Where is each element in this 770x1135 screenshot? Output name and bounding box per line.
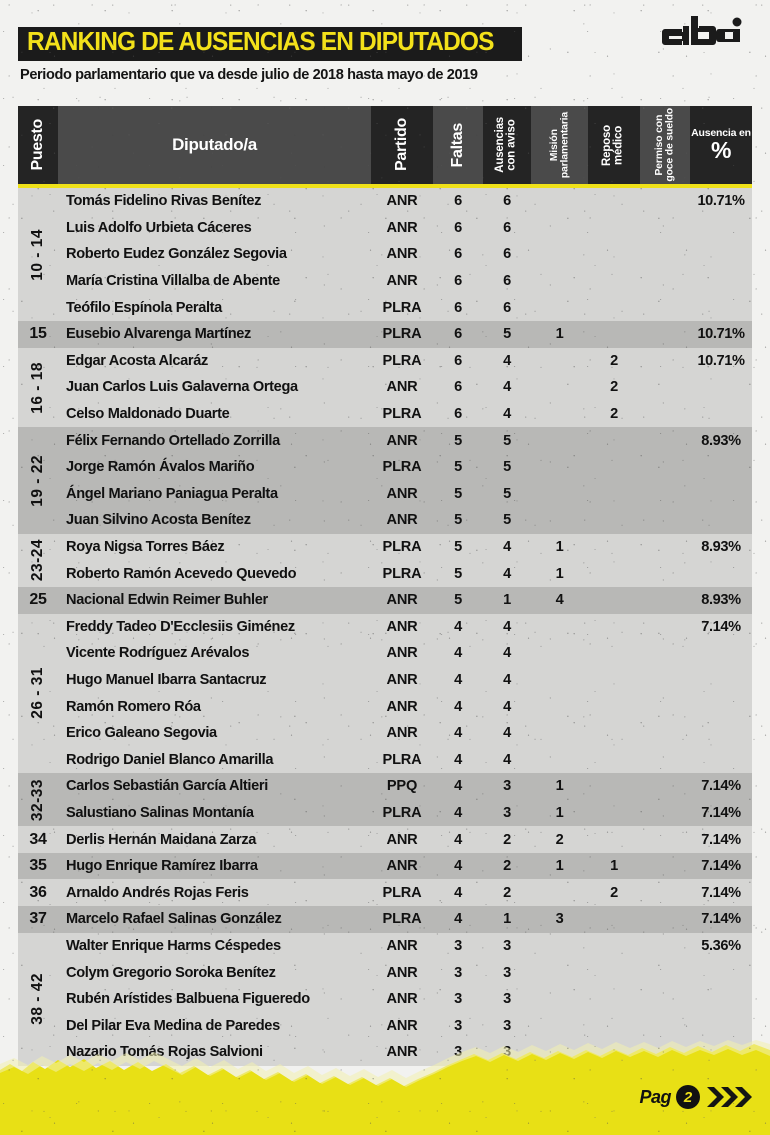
cell-faltas: 4 <box>454 911 462 928</box>
cell-diputado: Colym Gregorio Soroka Benítez <box>66 964 276 981</box>
cell-reposo-medico: 2 <box>610 406 618 423</box>
cell-ausencias-con-aviso: 6 <box>503 246 511 263</box>
table-row <box>58 321 752 348</box>
cell-faltas: 3 <box>454 1017 462 1034</box>
cell-ausencia-porcentaje: 8.93% <box>701 592 741 609</box>
cell-diputado: Freddy Tadeo D'Ecclesiis Giménez <box>66 618 295 635</box>
footer <box>0 1040 770 1135</box>
cell-ausencias-con-aviso: 3 <box>503 1017 511 1034</box>
column-header-ausencias-con-aviso: Ausencias con aviso <box>483 106 531 184</box>
cell-diputado: Vicente Rodríguez Arévalos <box>66 645 250 662</box>
rank-group <box>18 188 752 321</box>
cell-ausencias-con-aviso: 2 <box>503 884 511 901</box>
cell-reposo-medico: 2 <box>610 352 618 369</box>
table-row <box>58 959 752 986</box>
cell-ausencia-porcentaje: 7.14% <box>701 911 741 928</box>
cell-partido: ANR <box>386 964 418 981</box>
table-row <box>58 401 752 428</box>
cell-partido: ANR <box>386 725 418 742</box>
rank-value: 26 - 31 <box>29 667 46 720</box>
rank-group <box>18 853 752 880</box>
column-header-partido: Partido <box>371 106 433 184</box>
cell-ausencias-con-aviso: 4 <box>503 352 511 369</box>
cell-partido: ANR <box>386 432 418 449</box>
table-row <box>58 720 752 747</box>
rank-value: 34 <box>29 830 47 848</box>
cell-faltas: 4 <box>454 778 462 795</box>
cell-partido: PLRA <box>382 352 422 369</box>
cell-ausencias-con-aviso: 6 <box>503 273 511 290</box>
cell-faltas: 3 <box>454 937 462 954</box>
cell-faltas: 6 <box>454 193 462 210</box>
cell-mision-parlamentaria: 1 <box>555 804 564 821</box>
rank-value: 23-24 <box>29 539 46 582</box>
cell-mision-parlamentaria: 1 <box>555 539 564 556</box>
cell-partido: ANR <box>386 937 418 954</box>
rank-group-rows <box>58 348 752 428</box>
rank-value: 35 <box>29 857 47 875</box>
cell-faltas: 3 <box>454 1044 462 1061</box>
cell-ausencias-con-aviso: 3 <box>503 778 511 795</box>
cell-partido: PLRA <box>382 299 422 316</box>
rank-cell <box>18 321 58 348</box>
rank-value: 37 <box>29 910 47 928</box>
masthead <box>0 0 770 100</box>
cell-reposo-medico: 2 <box>610 884 618 901</box>
cell-ausencias-con-aviso: 4 <box>503 725 511 742</box>
cell-partido: PPQ <box>386 778 418 795</box>
cell-diputado: Ramón Romero Róa <box>66 698 201 715</box>
rank-group-rows <box>58 853 752 880</box>
rank-value: 38 - 42 <box>29 973 46 1025</box>
table-row <box>58 906 752 933</box>
cell-faltas: 4 <box>454 645 462 662</box>
cell-diputado: Jorge Ramón Ávalos Mariño <box>66 459 255 476</box>
cell-faltas: 5 <box>454 592 462 609</box>
cell-partido: ANR <box>386 193 418 210</box>
rank-cell <box>18 853 58 880</box>
cell-ausencia-porcentaje: 8.93% <box>701 539 741 556</box>
cell-diputado: Hugo Manuel Ibarra Santacruz <box>66 671 267 688</box>
cell-ausencias-con-aviso: 4 <box>503 539 511 556</box>
cell-faltas: 4 <box>454 804 462 821</box>
cell-partido: PLRA <box>382 459 422 476</box>
rank-group-rows <box>58 188 752 321</box>
column-header-diputado: Diputado/a <box>58 106 371 184</box>
cell-diputado: Arnaldo Andrés Rojas Feris <box>66 884 249 901</box>
table-row <box>58 560 752 587</box>
cell-diputado: Edgar Acosta Alcaráz <box>66 352 208 369</box>
table-row <box>58 294 752 321</box>
cell-ausencia-porcentaje: 10.71% <box>697 352 745 369</box>
rank-group <box>18 906 752 933</box>
rank-cell <box>18 587 58 614</box>
rank-value: 19 - 22 <box>29 454 46 507</box>
column-header-puesto: Puesto <box>18 106 58 184</box>
rank-value: 36 <box>29 883 47 901</box>
cell-partido: PLRA <box>382 804 422 821</box>
cell-partido: ANR <box>386 991 418 1008</box>
cell-faltas: 4 <box>454 725 462 742</box>
cell-ausencias-con-aviso: 4 <box>503 645 511 662</box>
cell-faltas: 6 <box>454 273 462 290</box>
cell-ausencia-porcentaje: 10.71% <box>697 193 745 210</box>
cell-ausencia-porcentaje: 5.36% <box>701 937 741 954</box>
table-row <box>58 773 752 800</box>
rank-cell <box>18 879 58 906</box>
rank-cell <box>18 188 58 321</box>
table-row <box>58 746 752 773</box>
rank-group <box>18 879 752 906</box>
cell-faltas: 5 <box>454 459 462 476</box>
table-row <box>58 587 752 614</box>
cell-diputado: Carlos Sebastián García Altieri <box>66 778 268 795</box>
cell-ausencias-con-aviso: 5 <box>503 432 511 449</box>
page-number-badge: 2 <box>676 1085 700 1109</box>
cell-ausencias-con-aviso: 4 <box>503 618 511 635</box>
cell-partido: ANR <box>386 858 418 875</box>
cell-ausencia-porcentaje: 8.93% <box>701 432 741 449</box>
table-row <box>58 693 752 720</box>
cell-ausencias-con-aviso: 4 <box>503 565 511 582</box>
rank-group <box>18 348 752 428</box>
cell-ausencias-con-aviso: 5 <box>503 485 511 502</box>
rank-group <box>18 826 752 853</box>
cell-diputado: Juan Silvino Acosta Benítez <box>66 512 251 529</box>
cell-faltas: 6 <box>454 352 462 369</box>
cell-ausencias-con-aviso: 5 <box>503 326 511 343</box>
cell-faltas: 4 <box>454 671 462 688</box>
cell-partido: ANR <box>386 671 418 688</box>
table-row <box>58 268 752 295</box>
cell-ausencias-con-aviso: 2 <box>503 831 511 848</box>
cell-partido: ANR <box>386 246 418 263</box>
cell-partido: PLRA <box>382 406 422 423</box>
cell-diputado: Roya Nigsa Torres Báez <box>66 539 225 556</box>
cell-partido: ANR <box>386 592 418 609</box>
cell-ausencias-con-aviso: 4 <box>503 671 511 688</box>
cell-mision-parlamentaria: 1 <box>555 326 564 343</box>
cell-diputado: Félix Fernando Ortellado Zorrilla <box>66 432 280 449</box>
cell-faltas: 4 <box>454 831 462 848</box>
cell-partido: ANR <box>386 219 418 236</box>
cell-partido: ANR <box>386 618 418 635</box>
cell-diputado: Tomás Fidelino Rivas Benítez <box>66 193 262 210</box>
cell-partido: PLRA <box>382 539 422 556</box>
cell-partido: ANR <box>386 512 418 529</box>
cell-faltas: 4 <box>454 884 462 901</box>
column-header-mision-parlamentaria: Misión parlamentaria <box>531 106 588 184</box>
column-header-permiso-goce-sueldo: Permiso con goce de sueldo <box>640 106 690 184</box>
cell-faltas: 4 <box>454 751 462 768</box>
table-row <box>58 374 752 401</box>
column-header-ausencia-porcentaje: Ausencia en % <box>690 106 752 184</box>
cell-faltas: 6 <box>454 379 462 396</box>
cell-faltas: 4 <box>454 698 462 715</box>
rank-value: 16 - 18 <box>29 361 46 414</box>
cell-partido: ANR <box>386 1044 418 1061</box>
table-row <box>58 826 752 853</box>
cell-ausencia-porcentaje: 7.14% <box>701 858 741 875</box>
rank-group-rows <box>58 879 752 906</box>
cell-ausencias-con-aviso: 6 <box>503 219 511 236</box>
cell-ausencia-porcentaje: 10.71% <box>697 326 745 343</box>
cell-faltas: 6 <box>454 299 462 316</box>
cell-partido: PLRA <box>382 751 422 768</box>
title-bar <box>18 27 522 61</box>
cell-mision-parlamentaria: 1 <box>555 858 564 875</box>
rank-group-rows <box>58 773 752 826</box>
cell-diputado: Ángel Mariano Paniagua Peralta <box>66 485 278 502</box>
table-row <box>58 215 752 242</box>
table-row <box>58 534 752 561</box>
cell-ausencias-con-aviso: 3 <box>503 937 511 954</box>
cell-ausencias-con-aviso: 3 <box>503 991 511 1008</box>
cell-ausencia-porcentaje: 7.14% <box>701 618 741 635</box>
table-row <box>58 1012 752 1039</box>
cell-diputado: Walter Enrique Harms Céspedes <box>66 937 281 954</box>
cell-diputado: Rubén Arístides Balbuena Figueredo <box>66 991 310 1008</box>
rank-group-rows <box>58 587 752 614</box>
table-row <box>58 667 752 694</box>
rank-cell <box>18 773 58 826</box>
table-row <box>58 481 752 508</box>
table-row <box>58 507 752 534</box>
cell-diputado: Eusebio Alvarenga Martínez <box>66 326 251 343</box>
rank-value: 15 <box>29 325 47 343</box>
cell-diputado: Luis Adolfo Urbieta Cáceres <box>66 219 252 236</box>
cell-ausencias-con-aviso: 6 <box>503 193 511 210</box>
cell-faltas: 5 <box>454 512 462 529</box>
rank-group <box>18 427 752 533</box>
cell-ausencias-con-aviso: 6 <box>503 299 511 316</box>
table-row <box>58 879 752 906</box>
rank-group-rows <box>58 321 752 348</box>
cell-diputado: Del Pilar Eva Medina de Paredes <box>66 1017 280 1034</box>
table-row <box>58 427 752 454</box>
table-row <box>58 640 752 667</box>
cell-ausencias-con-aviso: 5 <box>503 512 511 529</box>
cell-partido: ANR <box>386 831 418 848</box>
cell-ausencia-porcentaje: 7.14% <box>701 804 741 821</box>
cell-faltas: 6 <box>454 246 462 263</box>
table-row <box>58 853 752 880</box>
cell-partido: ANR <box>386 379 418 396</box>
cell-ausencia-porcentaje: 7.14% <box>701 778 741 795</box>
table-header-row <box>18 106 752 188</box>
cell-mision-parlamentaria: 3 <box>555 911 564 928</box>
cell-partido: PLRA <box>382 326 422 343</box>
rank-group <box>18 773 752 826</box>
cell-diputado: Teófilo Espínola Peralta <box>66 299 222 316</box>
cell-mision-parlamentaria: 2 <box>555 831 564 848</box>
rank-cell <box>18 427 58 533</box>
page-label: Pag <box>639 1086 671 1107</box>
cell-diputado: Celso Maldonado Duarte <box>66 406 230 423</box>
cell-ausencias-con-aviso: 4 <box>503 406 511 423</box>
rank-group-rows <box>58 906 752 933</box>
rank-value: 10 - 14 <box>29 228 46 281</box>
table-row <box>58 454 752 481</box>
table-row <box>58 241 752 268</box>
cell-partido: ANR <box>386 645 418 662</box>
cell-diputado: Nazario Tomás Rojas Salvioni <box>66 1044 263 1061</box>
cell-faltas: 3 <box>454 991 462 1008</box>
cell-partido: PLRA <box>382 911 422 928</box>
cell-faltas: 6 <box>454 326 462 343</box>
cell-partido: ANR <box>386 698 418 715</box>
cell-mision-parlamentaria: 1 <box>555 778 564 795</box>
table-body <box>18 188 752 1066</box>
cell-partido: PLRA <box>382 565 422 582</box>
table-row <box>58 348 752 375</box>
column-header-reposo-medico: Reposo médico <box>588 106 640 184</box>
cell-mision-parlamentaria: 1 <box>555 565 564 582</box>
cell-faltas: 6 <box>454 219 462 236</box>
table-row <box>58 614 752 641</box>
ranking-table <box>18 106 752 1066</box>
cell-ausencias-con-aviso: 3 <box>503 804 511 821</box>
cell-ausencia-porcentaje: 7.14% <box>701 831 741 848</box>
rank-group <box>18 614 752 774</box>
rank-cell <box>18 614 58 774</box>
page-title: RANKING DE AUSENCIAS EN DIPUTADOS <box>27 28 494 56</box>
cell-diputado: Derlis Hernán Maidana Zarza <box>66 831 257 848</box>
rank-cell <box>18 906 58 933</box>
rank-group <box>18 534 752 587</box>
cell-diputado: Hugo Enrique Ramírez Ibarra <box>66 858 258 875</box>
rank-group <box>18 321 752 348</box>
cell-diputado: Roberto Ramón Acevedo Quevedo <box>66 565 297 582</box>
rank-cell <box>18 534 58 587</box>
column-header-faltas: Faltas <box>433 106 483 184</box>
abc-logo <box>662 14 752 54</box>
cell-diputado: Roberto Eudez González Segovia <box>66 246 287 263</box>
cell-reposo-medico: 2 <box>610 379 618 396</box>
rank-group-rows <box>58 534 752 587</box>
cell-faltas: 4 <box>454 618 462 635</box>
cell-diputado: Nacional Edwin Reimer Buhler <box>66 592 268 609</box>
cell-ausencias-con-aviso: 2 <box>503 858 511 875</box>
cell-faltas: 4 <box>454 858 462 875</box>
rank-cell <box>18 348 58 428</box>
rank-group-rows <box>58 826 752 853</box>
cell-faltas: 5 <box>454 539 462 556</box>
cell-ausencias-con-aviso: 1 <box>503 911 511 928</box>
cell-ausencia-porcentaje: 7.14% <box>701 884 741 901</box>
cell-faltas: 5 <box>454 485 462 502</box>
rank-group <box>18 587 752 614</box>
cell-diputado: Juan Carlos Luis Galaverna Ortega <box>66 379 298 396</box>
table-row <box>58 800 752 827</box>
table-row <box>58 933 752 960</box>
cell-partido: PLRA <box>382 884 422 901</box>
cell-ausencias-con-aviso: 4 <box>503 698 511 715</box>
cell-partido: ANR <box>386 273 418 290</box>
cell-faltas: 5 <box>454 432 462 449</box>
cell-partido: ANR <box>386 485 418 502</box>
table-row <box>58 986 752 1013</box>
cell-diputado: Salustiano Salinas Montanía <box>66 804 254 821</box>
cell-ausencias-con-aviso: 5 <box>503 459 511 476</box>
rank-value: 32-33 <box>29 778 46 821</box>
cell-ausencias-con-aviso: 1 <box>503 592 511 609</box>
cell-mision-parlamentaria: 4 <box>555 592 564 609</box>
next-page-chevrons-icon[interactable] <box>706 1085 752 1109</box>
cell-diputado: Marcelo Rafael Salinas González <box>66 911 282 928</box>
rank-cell <box>18 826 58 853</box>
page-subtitle: Periodo parlamentario que va desde julio de 2018 hasta mayo de 2019 <box>20 66 478 83</box>
rank-group-rows <box>58 427 752 533</box>
cell-ausencias-con-aviso: 4 <box>503 751 511 768</box>
cell-partido: ANR <box>386 1017 418 1034</box>
page-indicator[interactable] <box>639 1085 752 1109</box>
cell-diputado: Erico Galeano Segovia <box>66 725 217 742</box>
cell-reposo-medico: 1 <box>610 858 618 875</box>
cell-faltas: 6 <box>454 406 462 423</box>
rank-group-rows <box>58 614 752 774</box>
cell-ausencias-con-aviso: 3 <box>503 964 511 981</box>
cell-faltas: 5 <box>454 565 462 582</box>
cell-diputado: María Cristina Villalba de Abente <box>66 273 280 290</box>
cell-ausencias-con-aviso: 4 <box>503 379 511 396</box>
cell-faltas: 3 <box>454 964 462 981</box>
table-row <box>58 188 752 215</box>
rank-value: 25 <box>29 591 47 609</box>
cell-diputado: Rodrigo Daniel Blanco Amarilla <box>66 751 274 768</box>
